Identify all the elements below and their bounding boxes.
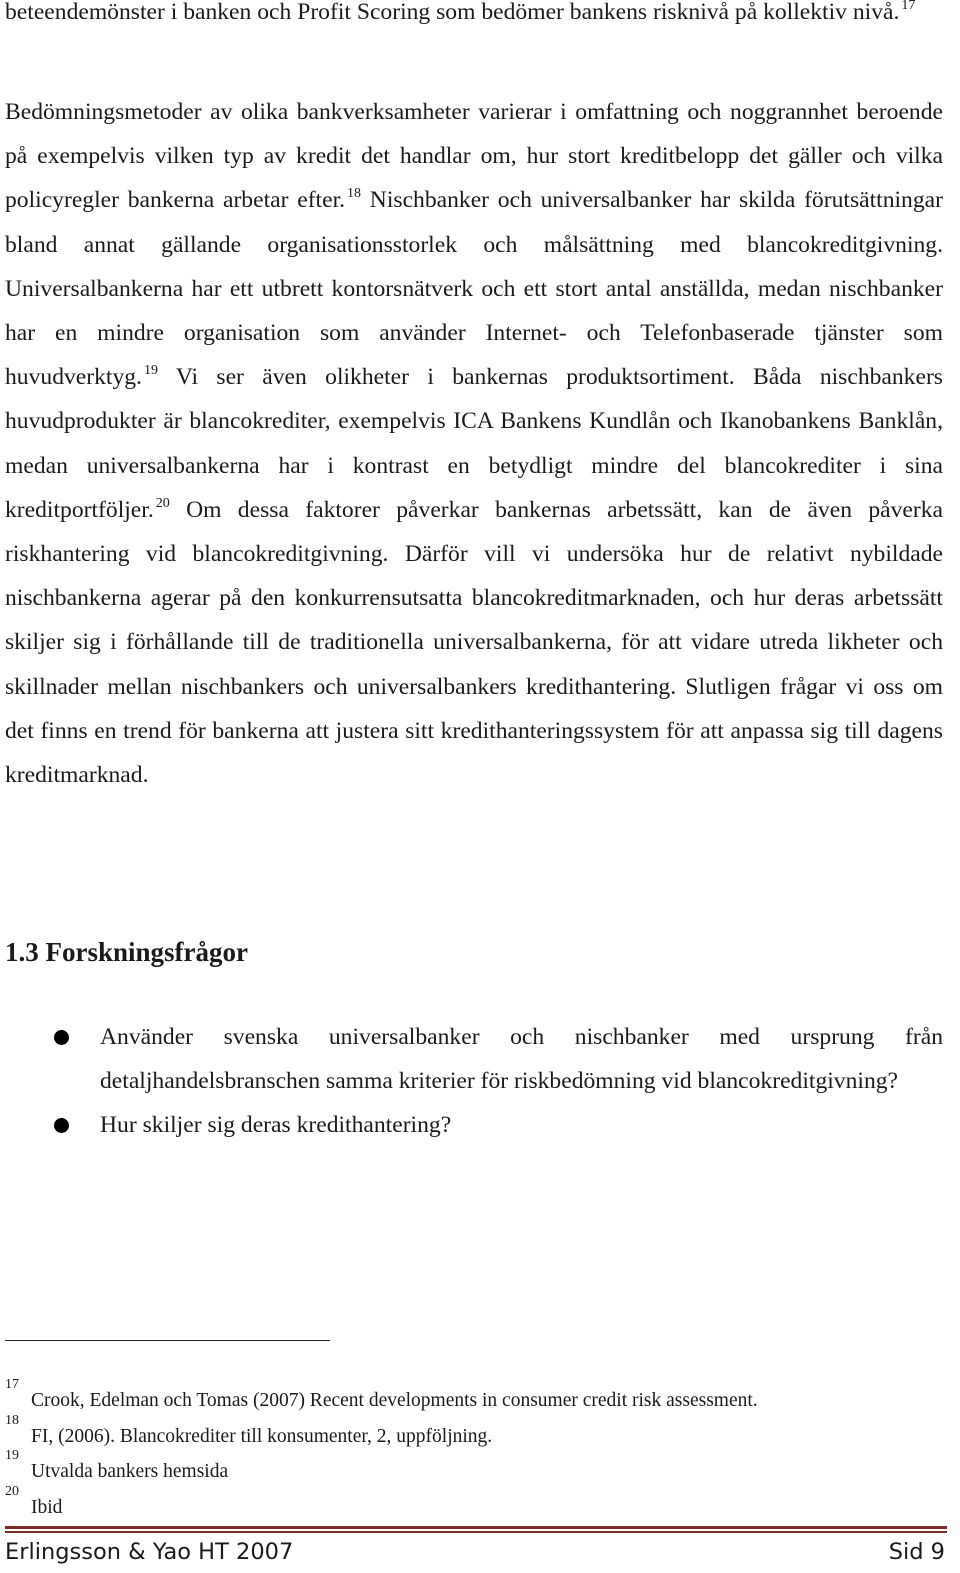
footnote — [5, 1377, 935, 1422]
footer-rule-thick — [5, 1526, 947, 1529]
footnote-separator — [5, 1340, 330, 1341]
footnote-ref-20[interactable]: 20 — [155, 495, 170, 511]
page-footer — [5, 1536, 945, 1568]
paragraph-2-part-2: Nischbanker och universalbanker har skilda förutsättningar bland annat gällande organisationsstorlek och målsättning med blancokreditgivning. Universalbankerna har ett utbrett kontorsnätverk och ett stort antal anställda, medan nischbanker har en mindre organisation som använder Internet- och Telefonbaserade tjänster som huvudverktyg. — [5, 187, 943, 391]
footer-rule-thin — [5, 1531, 947, 1533]
footnote-ref-19[interactable]: 19 — [143, 363, 158, 379]
footnote — [5, 1412, 935, 1458]
paragraph-2-part-1: Bedömningsmetoder av olika bankverksamheter varierar i omfattning och noggrannhet beroende på exempelvis vilken typ av kredit det handlar om, hur stort kreditbelopp det gäller och vilka policyregler bankerna arbetar efter. — [5, 99, 943, 214]
footnote-number: 20 — [5, 1483, 19, 1499]
bullet-icon — [54, 1118, 69, 1133]
bullet-icon — [54, 1030, 69, 1045]
footnote-number: 18 — [5, 1412, 19, 1428]
paragraph-1-text: beteendemönster i banken och Profit Scoring som bedömer bankens risknivå på kollektiv nivå. — [5, 0, 900, 25]
footnote-text: Utvalda bankers hemsida — [31, 1461, 229, 1482]
section-heading: 1.3 Forskningsfrågor — [5, 937, 248, 967]
footnote — [5, 1483, 935, 1529]
page-number: Sid 9 — [888, 1539, 945, 1565]
footnote-ref-17[interactable]: 17 — [901, 0, 916, 13]
paragraph-2 — [5, 90, 943, 797]
footnote-number: 19 — [5, 1448, 19, 1463]
research-questions-list — [0, 1015, 943, 1148]
paragraph-2-part-4: Om dessa faktorer påverkar bankernas arbetssätt, kan de även påverka riskhantering vid blancokreditgivning. Därför vill vi undersöka hur de relativt nybildade nischbankerna agerar på den konkurrensutsatta blancokreditmarknaden, och hur deras arbetssätt skiljer sig i förhållande till de traditionella universalbankerna, för att vidare utreda likheter och skillnader mellan nischbankers och universalbankers kredithantering. Slutligen frågar vi oss om det finns en trend för bankerna att justera sitt kredithanteringssystem för att anpassa sig till dagens kreditmarknad. — [5, 496, 943, 789]
list-item — [0, 1103, 943, 1147]
paragraph-1 — [5, 0, 943, 34]
question-text: Hur skiljer sig deras kredithantering? — [100, 1112, 452, 1139]
footer-authors: Erlingsson & Yao HT 2007 — [5, 1539, 294, 1565]
footnote-text: Crook, Edelman och Tomas (2007) Recent developments in consumer credit risk assessment. — [31, 1390, 758, 1411]
list-item — [0, 1015, 943, 1103]
footnote-text: FI, (2006). Blancokrediter till konsumenter, 2, uppföljning. — [31, 1425, 493, 1447]
paragraph-2-part-3: Vi ser även olikheter i bankernas produktsortiment. Båda nischbankers huvudprodukter är blancokrediter, exempelvis ICA Bankens Kundlån och Ikanobankens Banklån, medan universalbankerna har i kontrast en betydligt mindre del blancokrediter i sina kreditportföljer. — [5, 364, 943, 523]
footnote-ref-18[interactable]: 18 — [347, 186, 362, 202]
question-text: Använder svenska universalbanker och nischbanker med ursprung från detaljhandelsbranschen samma kriterier för riskbedömning vid blancokreditgivning? — [100, 1024, 943, 1095]
footnote-number: 17 — [5, 1377, 19, 1392]
footnote — [5, 1448, 935, 1493]
footnotes — [5, 1377, 935, 1528]
footnote-text: Ibid — [31, 1496, 63, 1518]
